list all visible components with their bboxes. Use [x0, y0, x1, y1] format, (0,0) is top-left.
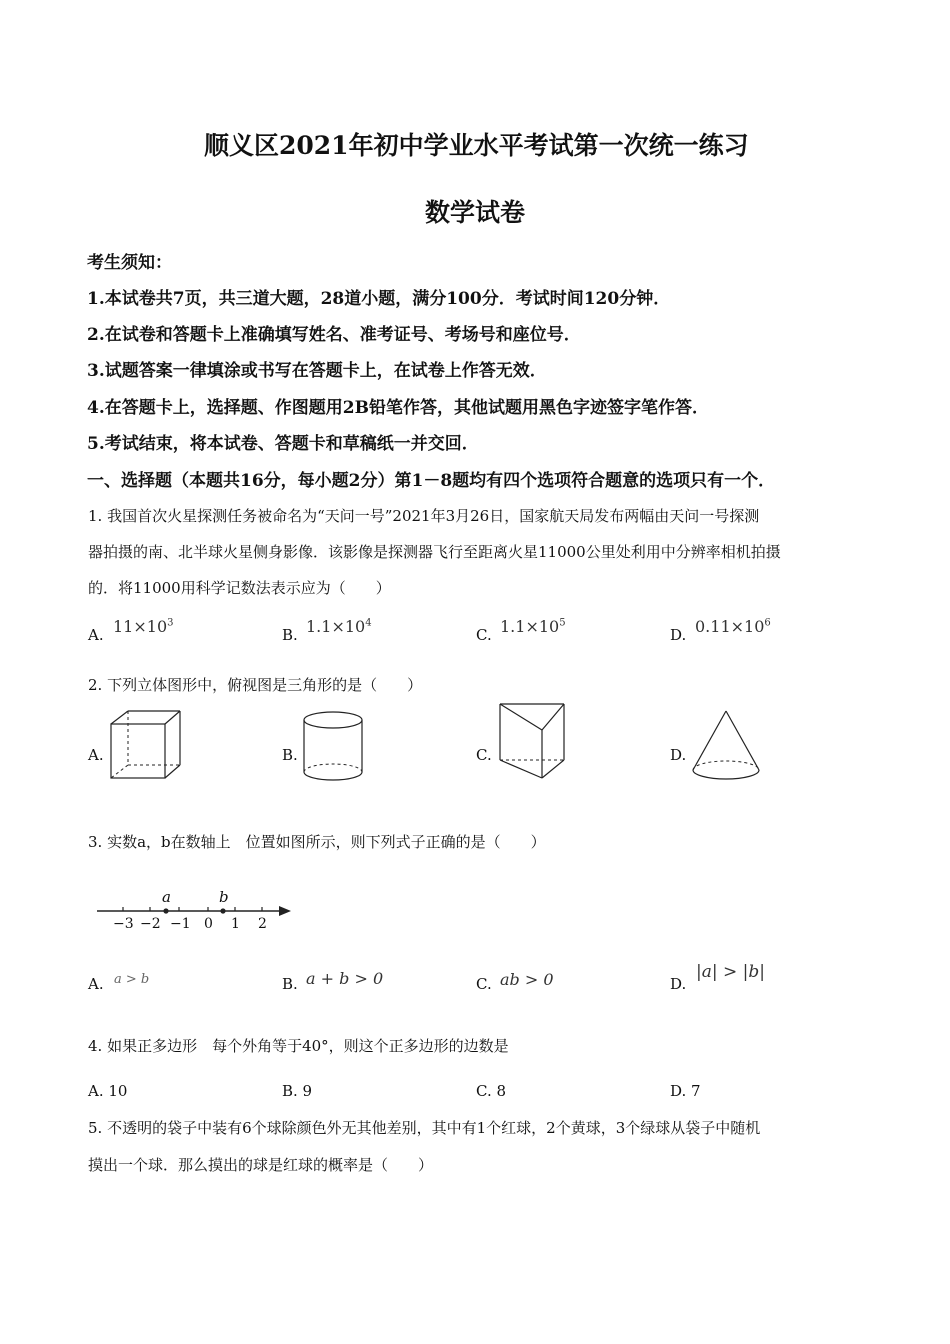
q5-line-1: 5. 不透明的袋子中装有6个球除颜色外无其他差别，其中有1个红球，2个黄球，3个绿球从袋子中随机	[88, 1119, 761, 1137]
q2-option-a-label: A.	[88, 746, 104, 764]
notice-item-5: 5.考试结束，将本试卷、答题卡和草稿纸一并交回．	[87, 434, 479, 454]
q4-option-d: D. 7	[670, 1082, 701, 1100]
q3-text: 3. 实数a，b在数轴上 位置如图所示，则下列式子正确的是（ ）	[88, 833, 546, 851]
point-a-label: a	[162, 888, 171, 906]
q3-option-b-label: B.	[282, 975, 298, 993]
q4-option-c: C. 8	[476, 1082, 507, 1100]
tick-label: 0	[204, 916, 213, 932]
tick-label: −2	[140, 916, 161, 932]
q1-option-c-value: $1.1\times 10^5$	[500, 617, 566, 636]
q1-option-d-value: $0.11\times 10^6$	[695, 617, 771, 636]
page-subtitle: 数学试卷	[425, 198, 526, 227]
tick-label: −3	[113, 916, 134, 932]
notice-heading: 考生须知：	[87, 253, 172, 273]
point-b-label: b	[219, 888, 229, 906]
q4-option-b: B. 9	[282, 1082, 313, 1100]
q2-option-b-label: B.	[282, 746, 298, 764]
notice-item-3: 3.试题答案一律填涂或书写在答题卡上，在试卷上作答无效．	[87, 361, 547, 381]
q4-option-a: A. 10	[88, 1082, 128, 1100]
q1-line-3: 的．将11000用科学记数法表示应为（ ）	[88, 579, 391, 597]
q1-option-a-value: $11\times 10^3$	[113, 617, 174, 636]
cube-figure	[108, 708, 183, 783]
page-title: 顺义区2021年初中学业水平考试第一次统一练习	[204, 131, 749, 160]
q1-line-1: 1. 我国首次火星探测任务被命名为“天问一号”2021年3月26日，国家航天局发布两幅由天问一号探测	[88, 507, 760, 525]
cylinder-figure	[302, 710, 364, 782]
q5-line-2: 摸出一个球．那么摸出的球是红球的概率是（ ）	[88, 1156, 434, 1174]
q3-option-d-label: D.	[670, 975, 687, 993]
q2-text: 2. 下列立体图形中，俯视图是三角形的是（ ）	[88, 676, 423, 694]
point-a-dot	[163, 908, 168, 913]
point-b-dot	[220, 908, 225, 913]
q1-option-a-label: A.	[88, 626, 104, 644]
q4-text: 4. 如果正多边形 每个外角等于40°，则这个正多边形的边数是	[88, 1037, 509, 1055]
q1-option-b-value: $1.1\times 10^4$	[306, 617, 372, 636]
section-heading: 一、选择题（本题共16分，每小题2分）第1－8题均有四个选项符合题意的选项只有一个．	[87, 471, 776, 491]
q3-option-c-expr: ab > 0	[500, 970, 554, 989]
number-line	[95, 888, 295, 938]
tick-label: 2	[258, 916, 267, 932]
q3-option-b-expr: a + b > 0	[306, 969, 384, 988]
q1-option-b-label: B.	[282, 626, 298, 644]
q1-line-2: 器拍摄的南、北半球火星侧身影像．该影像是探测器飞行至距离火星11000公里处利用中分辨率相机拍摄	[88, 543, 781, 561]
q3-option-d-expr: |a| > |b|	[696, 962, 765, 982]
cone-figure	[690, 708, 762, 782]
q1-option-d-label: D.	[670, 626, 687, 644]
q2-option-c-label: C.	[476, 746, 492, 764]
q1-option-c-label: C.	[476, 626, 492, 644]
q3-option-a-expr: a > b	[114, 972, 150, 987]
q3-option-c-label: C.	[476, 975, 492, 993]
triangular-prism-figure	[496, 700, 568, 782]
notice-item-1: 1.本试卷共7页，共三道大题，28道小题，满分100分．考试时间120分钟．	[87, 289, 671, 309]
tick-label: −1	[170, 916, 191, 932]
notice-item-2: 2.在试卷和答题卡上准确填写姓名、准考证号、考场号和座位号．	[87, 325, 581, 345]
q3-option-a-label: A.	[88, 975, 104, 993]
notice-item-4: 4.在答题卡上，选择题、作图题用2B铅笔作答，其他试题用黑色字迹签字笔作答．	[87, 398, 709, 418]
tick-label: 1	[231, 916, 240, 932]
q2-option-d-label: D.	[670, 746, 687, 764]
